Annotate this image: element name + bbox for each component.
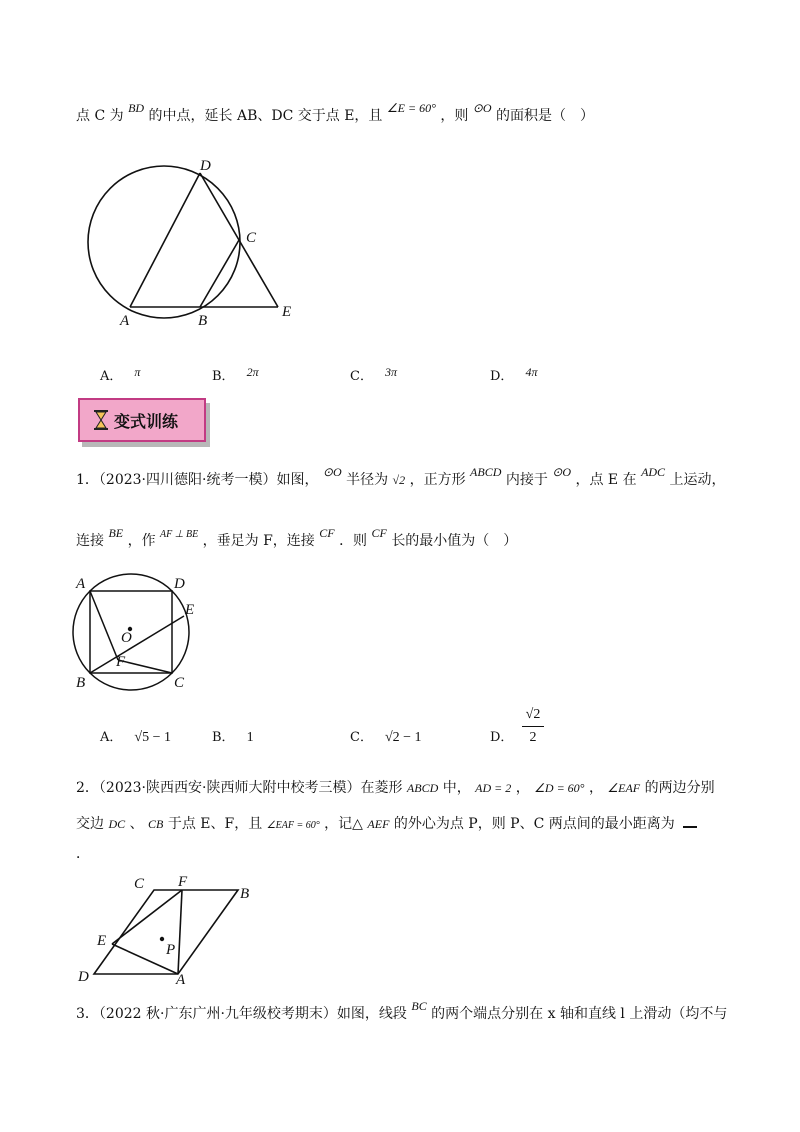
line-c-f — [118, 660, 172, 673]
label-a: A — [76, 576, 86, 592]
label-f: F — [178, 874, 188, 890]
figure-circle-triangle — [80, 150, 320, 340]
option-d[interactable]: D． 4π — [490, 365, 538, 384]
option-a[interactable]: A． π — [100, 365, 141, 384]
q1-line1: 1．（2023·四川德阳·统考一模）如图， ⊙O 半径为 √2 ，正方形 ABCD 内接于 ⊙O ，点 E 在 ADC 上运动， — [76, 465, 726, 488]
q2-line2: 交边 DC 、 CB 于点 E、F，且 ∠EAF = 60° ，记△ AEF 的外心为点 P，则 P、C 两点间的最小距离为 — [76, 812, 697, 836]
figure-rhombus — [72, 866, 272, 986]
arc-bd: BD — [128, 101, 145, 115]
option-c[interactable]: C． √2 − 1 — [350, 730, 422, 745]
option-d[interactable]: D． — [490, 730, 514, 745]
q2-line3: ． — [76, 846, 90, 862]
label-c: C — [174, 675, 185, 691]
option-b[interactable]: B． 1 — [212, 730, 254, 745]
label-b: B — [240, 886, 250, 902]
label-e: E — [282, 304, 292, 320]
circle-o: ⊙O — [472, 101, 492, 115]
label-f: F — [116, 654, 126, 670]
label-d: D — [174, 576, 185, 592]
q2-line1: 2．（2023·陕西西安·陕西师大附中校考三模）在菱形 ABCD 中， AD = 2 ， ∠D = 60° ， ∠EAF 的两边分别 — [76, 780, 715, 796]
q1-line2: 连接 BE ，作 $^{AF \perp BE}$ ，垂足为 F，连接 CF ．则 CF 长的最小值为（ ） — [76, 526, 518, 549]
label-c: C — [246, 230, 257, 246]
line-a-f — [178, 890, 182, 974]
question-stem-line: 点 C 为 BD 的中点，延长 AB、DC 交于点 E，且 ∠E = 60° ，则 ⊙O 的面积是（ ） — [76, 101, 594, 124]
label-c: C — [134, 876, 145, 892]
line-a-f — [90, 591, 118, 660]
q3-line1: 3．（2022 秋·广东广州·九年级校考期末）如图，线段 BC 的两个端点分别在 x 轴和直线 l 上滑动（均不与 — [76, 999, 728, 1022]
figure-inscribed-square — [66, 570, 216, 700]
option-b[interactable]: B． 2π — [212, 365, 259, 384]
label-d: D — [78, 969, 89, 985]
label-a: A — [120, 313, 130, 329]
label-e: E — [185, 602, 195, 618]
label-a: A — [176, 972, 186, 986]
label-d: D — [200, 158, 211, 174]
option-c[interactable]: C． 3π — [350, 365, 397, 384]
hourglass-icon — [94, 410, 108, 430]
center-p-dot — [160, 937, 164, 941]
banner-title: 变式训练 — [114, 411, 179, 431]
angle-e-60: ∠E = 60° — [386, 101, 436, 115]
label-e: E — [97, 933, 107, 949]
option-a[interactable]: A． √5 − 1 — [100, 730, 171, 745]
line-a-d — [130, 173, 200, 307]
answer-blank[interactable] — [683, 812, 697, 828]
label-p: P — [166, 942, 176, 958]
variant-training-banner — [78, 398, 206, 442]
option-d-fraction: √2 2 — [518, 706, 548, 747]
label-b: B — [76, 675, 86, 691]
label-b: B — [198, 313, 208, 329]
line-e-f — [112, 890, 182, 944]
label-o: O — [121, 630, 132, 646]
